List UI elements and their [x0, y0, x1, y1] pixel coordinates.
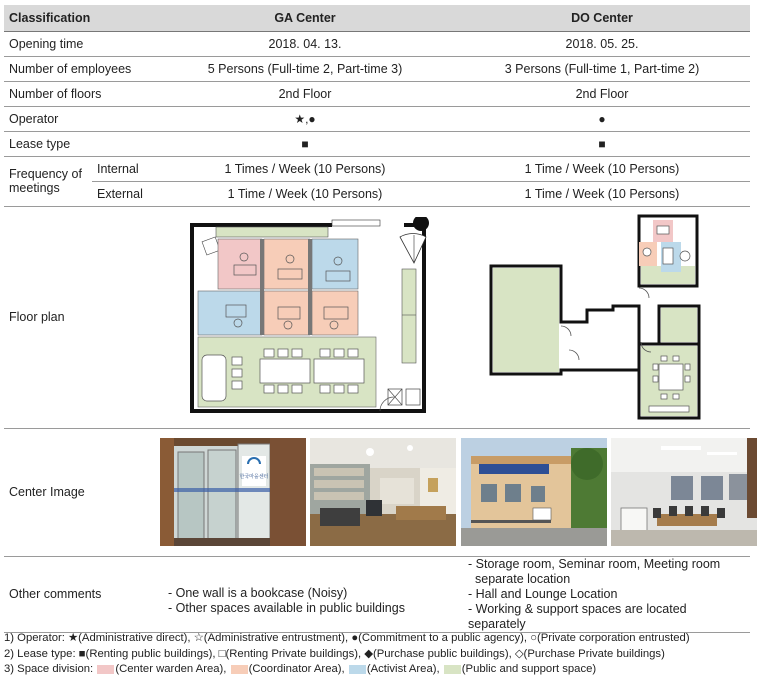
swatch-public	[444, 665, 461, 674]
do-floors: 2nd Floor	[454, 81, 750, 106]
swatch-warden	[97, 665, 114, 674]
do-internal: 1 Time / Week (10 Persons)	[454, 156, 750, 181]
do-comments	[454, 556, 750, 632]
label-employees: Number of employees	[4, 56, 156, 81]
label-external: External	[92, 181, 156, 206]
do-building-photo	[461, 438, 607, 546]
label-internal: Internal	[92, 156, 156, 181]
label-other-comments: Other comments	[4, 556, 156, 632]
do-floor-plan	[454, 206, 750, 428]
ga-employees: 5 Persons (Full-time 2, Part-time 3)	[156, 56, 454, 81]
legend-warden: (Center warden Area),	[115, 663, 227, 675]
do-comment-line: - Working & support spaces are located separately	[468, 601, 687, 631]
legend-coordinator: (Coordinator Area),	[248, 663, 345, 675]
center-images	[156, 428, 750, 556]
footnote-space-prefix: 3) Space division:	[4, 663, 94, 675]
label-opening-time: Opening time	[4, 31, 156, 56]
do-external: 1 Time / Week (10 Persons)	[454, 181, 750, 206]
legend-public: (Public and support space)	[461, 663, 597, 675]
ga-operator: ★,●	[156, 106, 454, 131]
header-do-center: DO Center	[454, 5, 750, 31]
ga-floor-plan-drawing	[174, 217, 436, 417]
swatch-activist	[349, 665, 366, 674]
row-employees	[4, 56, 750, 81]
header-ga-center: GA Center	[156, 5, 454, 31]
row-floor-plan	[4, 206, 750, 428]
label-meetings: Frequency of meetings	[4, 156, 92, 206]
ga-comment-line: - Other spaces available in public buildings	[168, 601, 405, 615]
ga-floors: 2nd Floor	[156, 81, 454, 106]
footnotes	[4, 631, 690, 678]
do-lease: ■	[454, 131, 750, 156]
ga-lease: ■	[156, 131, 454, 156]
row-meetings-internal	[4, 156, 750, 181]
do-comment-line: - Storage room, Seminar room, Meeting room	[468, 556, 721, 571]
ga-comments	[156, 556, 454, 632]
header-classification: Classification	[4, 5, 156, 31]
ga-floor-plan	[156, 206, 454, 428]
ga-entrance-photo	[160, 438, 306, 546]
footnote-operator: 1) Operator: ★(Administrative direct), ☆(Administrative entrustment), ●(Commitment to a public agency), ○(Private corporation entrusted)	[4, 632, 690, 644]
do-comment-line: separate location	[475, 571, 571, 586]
ga-internal: 1 Times / Week (10 Persons)	[156, 156, 454, 181]
legend-activist: (Activist Area),	[366, 663, 440, 675]
label-floor-plan: Floor plan	[4, 206, 156, 428]
header-row	[4, 5, 750, 31]
ga-office-photo	[310, 438, 456, 546]
row-opening-time	[4, 31, 750, 56]
do-comment-line: - Hall and Lounge Location	[468, 586, 618, 601]
swatch-coordinator	[231, 665, 248, 674]
label-floors: Number of floors	[4, 81, 156, 106]
comparison-table	[4, 5, 750, 633]
ga-external: 1 Time / Week (10 Persons)	[156, 181, 454, 206]
ga-comment-line: - One wall is a bookcase (Noisy)	[168, 586, 348, 600]
row-meetings-external	[4, 181, 750, 206]
ga-opening-time: 2018. 04. 13.	[156, 31, 454, 56]
row-operator	[4, 106, 750, 131]
label-operator: Operator	[4, 106, 156, 131]
do-opening-time: 2018. 05. 25.	[454, 31, 750, 56]
do-operator: ●	[454, 106, 750, 131]
row-floors	[4, 81, 750, 106]
row-lease	[4, 131, 750, 156]
do-floor-plan-drawing	[489, 214, 715, 420]
footnote-lease: 2) Lease type: ■(Renting public buildings), □(Renting Private buildings), ◆(Purchase public buildings), ◇(Purchase Private buildings)	[4, 647, 665, 660]
footnote-space	[4, 662, 690, 678]
do-meeting-room-photo	[611, 438, 757, 546]
row-center-image	[4, 428, 750, 556]
row-other-comments	[4, 556, 750, 632]
label-lease: Lease type	[4, 131, 156, 156]
label-center-image: Center Image	[4, 428, 156, 556]
center-photo-strip	[160, 438, 757, 546]
ga-sign-text: 한국마을센터	[239, 474, 269, 480]
do-employees: 3 Persons (Full-time 1, Part-time 2)	[454, 56, 750, 81]
